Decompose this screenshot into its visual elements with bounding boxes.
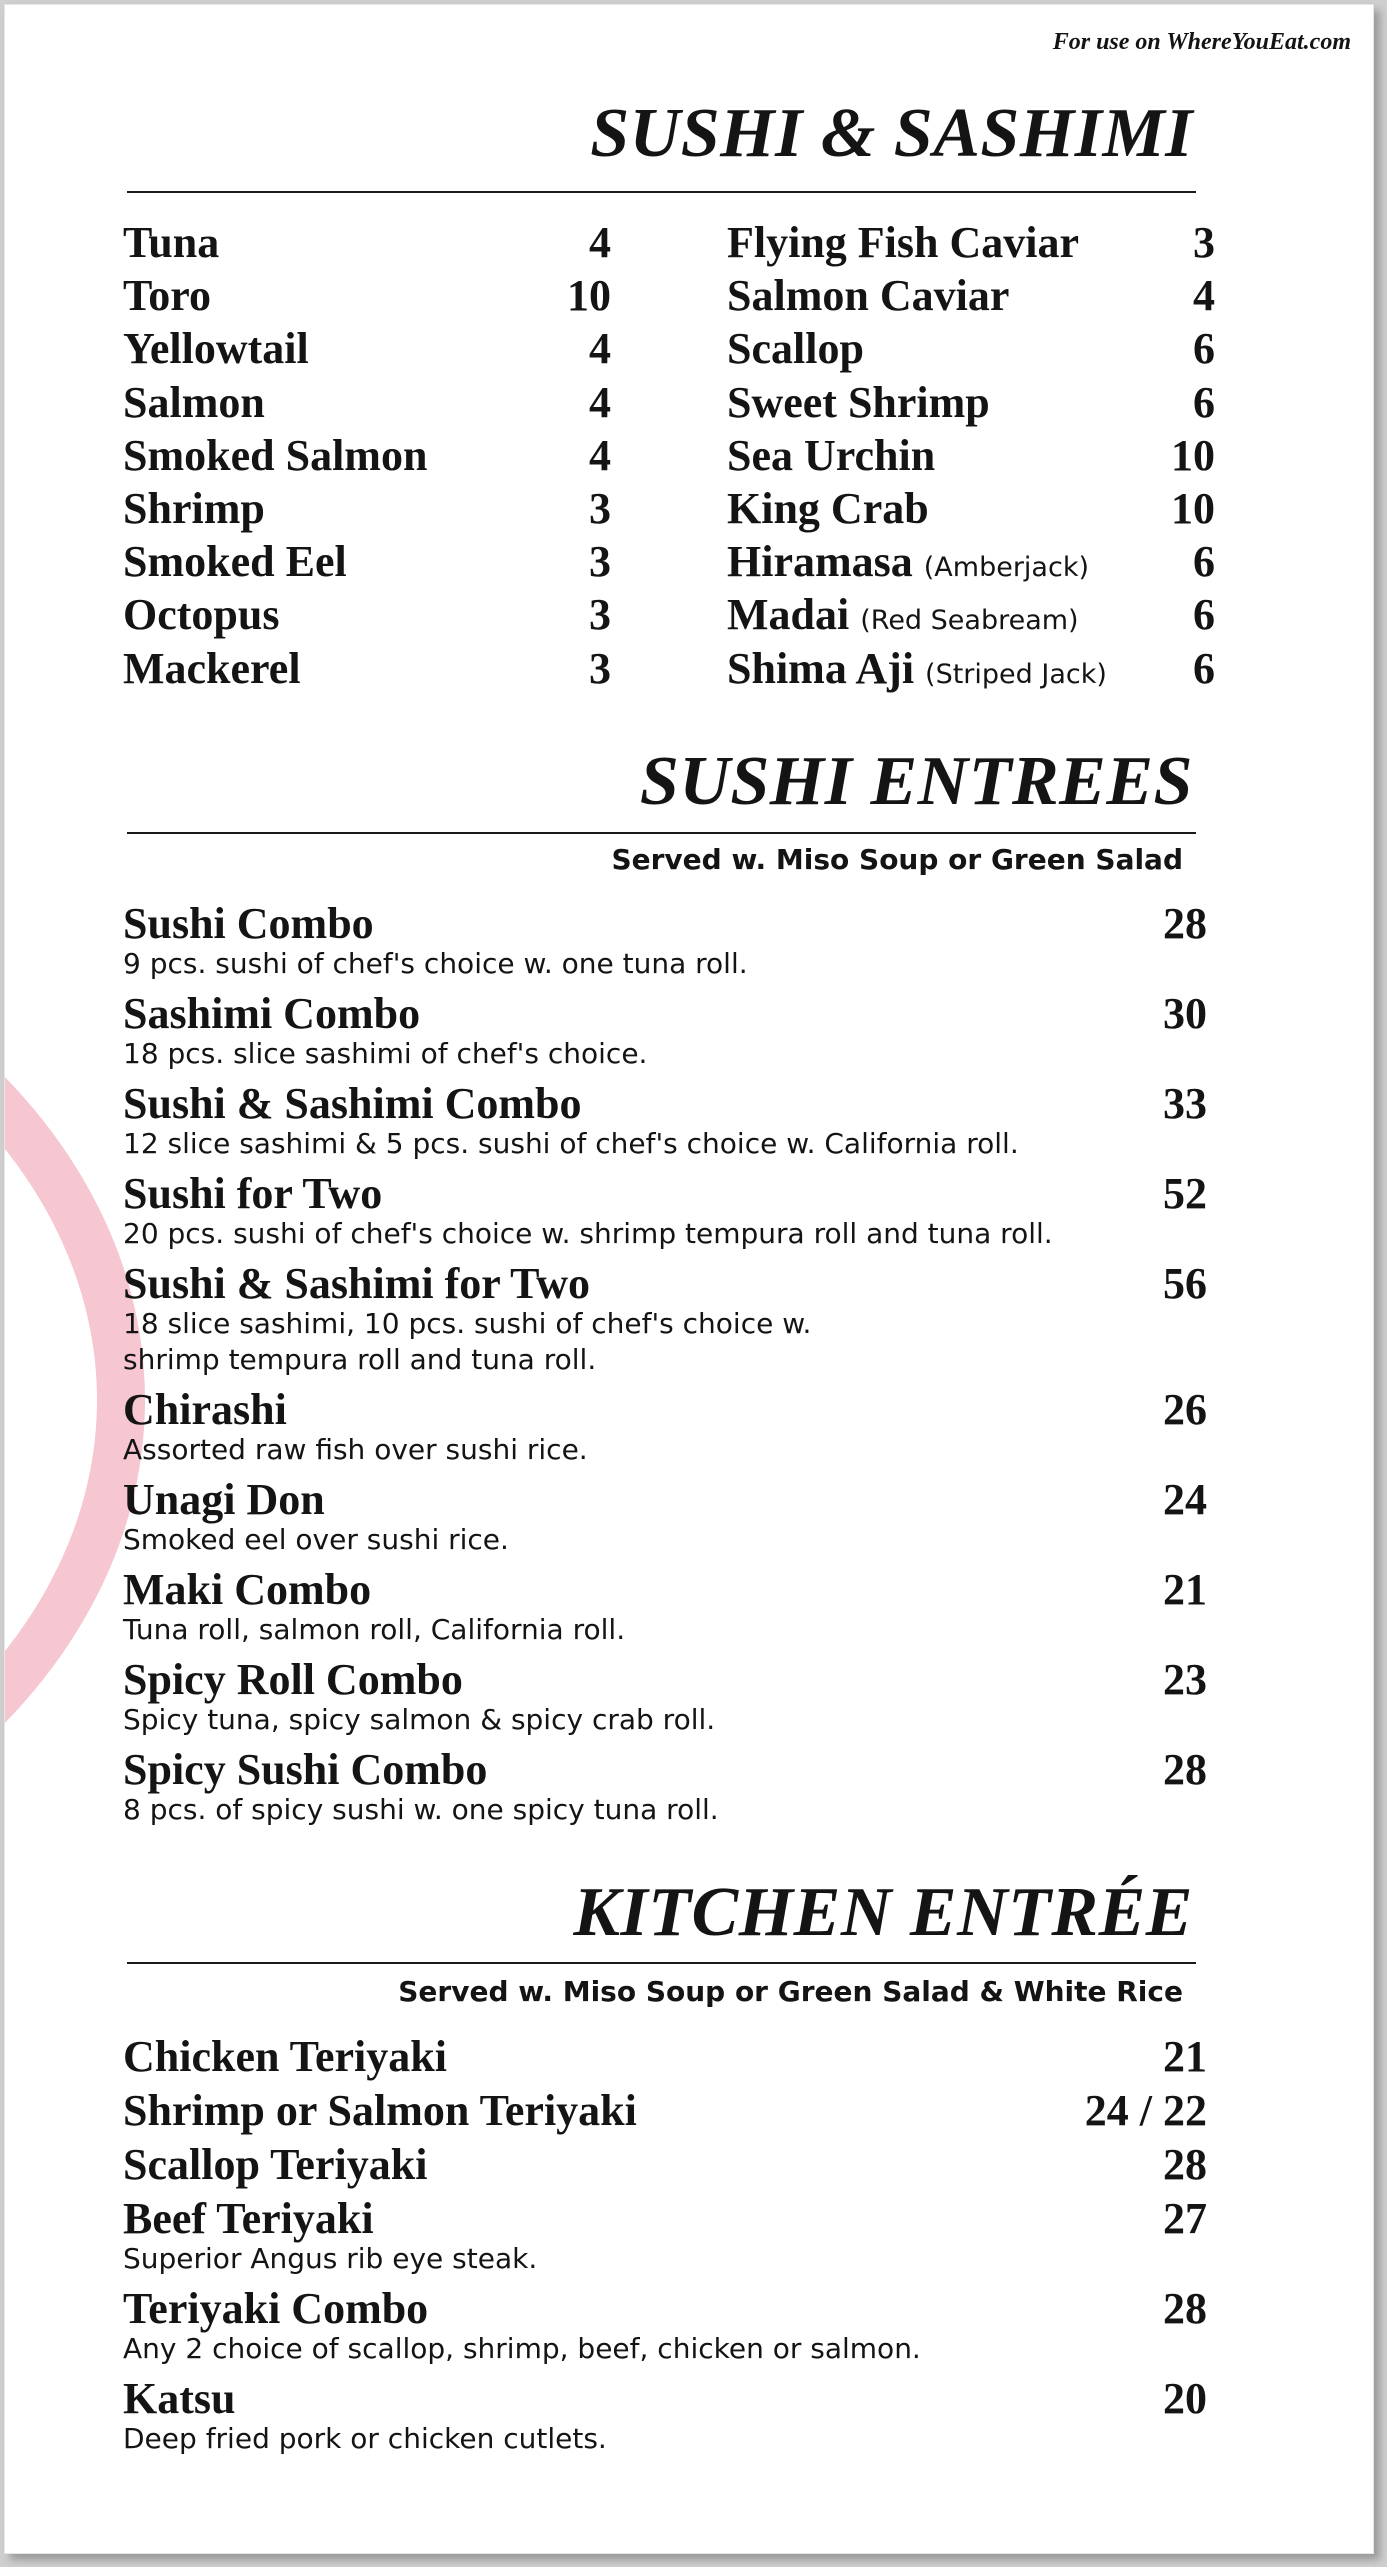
entry-name: Sushi & Sashimi for Two [123, 1259, 591, 1308]
item-name-text: Scallop [727, 324, 864, 374]
section-title-sushi-entrees: SUSHI ENTREES [639, 743, 1193, 820]
section-divider [127, 191, 1196, 193]
entry-description: 9 pcs. sushi of chef's choice w. one tuna roll. [123, 947, 748, 980]
menu-entry [123, 1169, 1207, 1252]
entry-description: Any 2 choice of scallop, shrimp, beef, chicken or salmon. [123, 2332, 921, 2365]
item-price: 10 [1171, 484, 1215, 533]
entry-description: 8 pcs. of spicy sushi w. one spicy tuna roll. [123, 1793, 719, 1826]
entry-line [123, 2140, 1207, 2189]
item-name [727, 589, 1079, 647]
entry-description: Superior Angus rib eye steak. [123, 2242, 538, 2275]
entry-line [123, 1565, 1207, 1614]
item-price: 6 [1193, 324, 1215, 374]
item-name [123, 270, 211, 322]
entry-line [123, 2032, 1207, 2081]
menu-entry [123, 2374, 1207, 2457]
sashimi-item [727, 430, 1215, 482]
menu-entry [123, 2032, 1207, 2081]
entry-line [123, 1655, 1207, 1704]
entry-name: Katsu [123, 2374, 236, 2423]
entry-price: 27 [1163, 2194, 1207, 2243]
item-price: 3 [589, 590, 611, 640]
entry-price: 56 [1163, 1259, 1207, 1308]
entry-line [123, 1259, 1207, 1308]
entry-line [123, 2194, 1207, 2243]
section-title-sushi-sashimi: SUSHI & SASHIMI [590, 95, 1193, 172]
menu-entry [123, 1475, 1207, 1558]
sashimi-item [123, 483, 611, 535]
sashimi-item [123, 430, 611, 482]
menu-entry [123, 2086, 1207, 2135]
item-price: 3 [589, 537, 611, 587]
menu-page [4, 4, 1374, 2554]
entry-line [123, 1079, 1207, 1128]
item-price: 3 [589, 484, 611, 533]
item-name-text: Toro [123, 271, 212, 321]
sashimi-item [727, 483, 1215, 535]
entry-description: 18 pcs. slice sashimi of chef's choice. [123, 1037, 648, 1070]
menu-entry [123, 2140, 1207, 2189]
item-name [727, 270, 1009, 322]
entry-line [123, 989, 1207, 1038]
item-name-text: Hiramasa [727, 537, 913, 587]
item-price: 6 [1193, 377, 1215, 427]
menu-entry [123, 2284, 1207, 2367]
item-name [727, 430, 935, 482]
entry-price: 23 [1163, 1655, 1207, 1704]
sashimi-item [123, 643, 611, 695]
item-name [727, 377, 990, 429]
sushi-entrees-note: Served w. Miso Soup or Green Salad [611, 843, 1183, 876]
entry-name: Sushi for Two [123, 1169, 383, 1218]
item-subname: (Striped Jack) [925, 658, 1107, 690]
entry-price: 24 [1163, 1475, 1207, 1524]
section-divider [127, 1962, 1196, 1964]
item-name-text: Shrimp [123, 484, 265, 533]
sashimi-item [123, 589, 611, 641]
item-name-text: Octopus [123, 590, 280, 640]
entry-price: 28 [1163, 2284, 1207, 2333]
sashimi-item [123, 270, 611, 322]
entry-description: Tuna roll, salmon roll, California roll. [123, 1613, 626, 1646]
entry-price: 21 [1163, 1565, 1207, 1614]
entry-name: Maki Combo [123, 1565, 372, 1614]
item-name-text: Yellowtail [123, 324, 309, 374]
menu-entry [123, 1259, 1207, 1378]
section-divider [127, 832, 1196, 834]
item-name-text: Madai [727, 590, 850, 640]
entry-price: 28 [1163, 1745, 1207, 1794]
item-subname: (Red Seabream) [860, 605, 1079, 637]
entry-name: Scallop Teriyaki [123, 2140, 428, 2189]
item-price: 10 [1171, 430, 1215, 480]
sashimi-item [727, 323, 1215, 375]
sashimi-item [727, 536, 1215, 588]
sashimi-item [727, 217, 1215, 269]
item-price: 6 [1193, 590, 1215, 640]
entry-description: 20 pcs. sushi of chef's choice w. shrimp tempura roll and tuna roll. [123, 1217, 1053, 1250]
section-title-kitchen-entree: KITCHEN ENTRÉE [573, 1874, 1193, 1951]
item-name [123, 483, 265, 535]
menu-entry [123, 2194, 1207, 2277]
item-price: 4 [589, 377, 611, 427]
item-name-text: Tuna [123, 218, 220, 267]
item-price: 10 [567, 271, 611, 321]
entry-name: Spicy Sushi Combo [123, 1745, 488, 1794]
menu-entry [123, 1565, 1207, 1648]
entry-name: Chirashi [123, 1385, 287, 1434]
entry-line [123, 1745, 1207, 1794]
item-name-text: Shima Aji [727, 643, 915, 693]
item-price: 4 [589, 218, 611, 267]
entry-price: 24 / 22 [1084, 2086, 1207, 2135]
item-name [727, 643, 1107, 701]
site-credit: For use on WhereYouEat.com [1052, 29, 1351, 55]
item-name [123, 589, 279, 641]
sashimi-item [727, 643, 1215, 695]
item-name [727, 217, 1079, 269]
item-name-text: Sea Urchin [727, 430, 936, 480]
menu-entry [123, 989, 1207, 1072]
sashimi-item [123, 377, 611, 429]
entry-name: Spicy Roll Combo [123, 1655, 463, 1704]
entry-name: Sashimi Combo [123, 989, 421, 1038]
entry-price: 28 [1163, 899, 1207, 948]
item-name [727, 536, 1089, 594]
item-price: 6 [1193, 643, 1215, 693]
kitchen-entree-list [123, 2032, 1207, 2467]
entry-name: Chicken Teriyaki [123, 2032, 447, 2081]
item-name-text: Sweet Shrimp [727, 377, 990, 427]
menu-entry [123, 899, 1207, 982]
entry-name: Beef Teriyaki [123, 2194, 374, 2243]
item-name [727, 323, 864, 375]
entry-line [123, 2086, 1207, 2135]
entry-price: 33 [1163, 1079, 1207, 1128]
item-name [727, 483, 929, 535]
entry-line [123, 1169, 1207, 1218]
item-name-text: Smoked Salmon [123, 430, 428, 480]
entry-line [123, 1475, 1207, 1524]
item-name-text: Salmon [123, 377, 265, 427]
sashimi-item [123, 217, 611, 269]
menu-entry [123, 1079, 1207, 1162]
item-price: 4 [589, 324, 611, 374]
entry-price: 52 [1163, 1169, 1207, 1218]
sashimi-item [727, 377, 1215, 429]
sashimi-item [123, 323, 611, 375]
entry-description: 12 slice sashimi & 5 pcs. sushi of chef's choice w. California roll. [123, 1127, 1019, 1160]
item-subname: (Amberjack) [923, 552, 1089, 584]
sashimi-item [727, 589, 1215, 641]
entry-name: Unagi Don [123, 1475, 325, 1524]
entry-description: Smoked eel over sushi rice. [123, 1523, 509, 1556]
item-name [123, 536, 347, 588]
entry-name: Sushi & Sashimi Combo [123, 1079, 582, 1128]
menu-entry [123, 1745, 1207, 1828]
kitchen-entree-note: Served w. Miso Soup or Green Salad & White Rice [398, 1975, 1183, 2008]
entry-price: 28 [1163, 2140, 1207, 2189]
entry-price: 21 [1163, 2032, 1207, 2081]
entry-price: 26 [1163, 1385, 1207, 1434]
item-price: 4 [589, 430, 611, 480]
entry-description: 18 slice sashimi, 10 pcs. sushi of chef's choice w. [123, 1307, 812, 1340]
item-name-text: King Crab [727, 484, 929, 533]
item-price: 3 [589, 643, 611, 693]
entry-line [123, 2284, 1207, 2333]
item-name-text: Salmon Caviar [727, 271, 1010, 321]
item-price: 3 [1193, 218, 1215, 267]
item-name [123, 377, 265, 429]
item-price: 4 [1193, 271, 1215, 321]
item-name-text: Mackerel [123, 643, 301, 693]
entry-description: Assorted raw fish over sushi rice. [123, 1433, 588, 1466]
sashimi-item [727, 270, 1215, 322]
menu-entry [123, 1385, 1207, 1468]
entry-price: 30 [1163, 989, 1207, 1038]
entry-line [123, 899, 1207, 948]
item-name-text: Flying Fish Caviar [727, 218, 1080, 267]
entry-description: Spicy tuna, spicy salmon & spicy crab roll. [123, 1703, 716, 1736]
entry-description: Deep fried pork or chicken cutlets. [123, 2422, 607, 2455]
item-name [123, 430, 427, 482]
entry-description: shrimp tempura roll and tuna roll. [123, 1343, 597, 1376]
entry-name: Shrimp or Salmon Teriyaki [123, 2086, 637, 2135]
item-price: 6 [1193, 537, 1215, 587]
item-name [123, 217, 219, 269]
entry-name: Sushi Combo [123, 899, 374, 948]
entry-line [123, 2374, 1207, 2423]
entry-price: 20 [1163, 2374, 1207, 2423]
item-name [123, 643, 301, 695]
item-name [123, 323, 309, 375]
sashimi-item [123, 536, 611, 588]
entry-line [123, 1385, 1207, 1434]
item-name-text: Smoked Eel [123, 537, 347, 587]
sushi-entrees-list [123, 899, 1207, 1838]
entry-name: Teriyaki Combo [123, 2284, 429, 2333]
menu-entry [123, 1655, 1207, 1738]
